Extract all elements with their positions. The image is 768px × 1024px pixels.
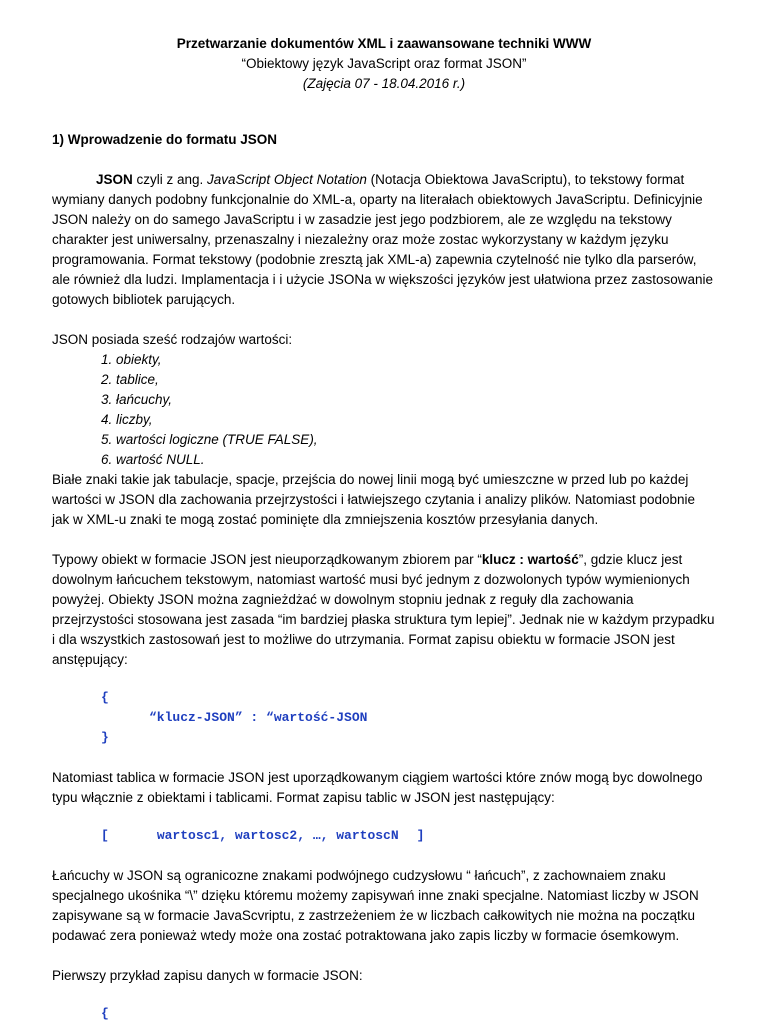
code-example (52, 1004, 716, 1024)
whitespace-paragraph: Białe znaki takie jak tabulacje, spacje, przejścia do nowej linii mogą być umieszczne w przed lub po każdej wartości w JSON dla zachowania przejrzystości i łatwiejszego czytania i analizy plików. Natomiast podobnie jak w XML-u znaki te mogą zostać pominięte dla zmniejszenia kosztów przesyłania danych. (52, 472, 696, 527)
object-text-b: ”, gdzie klucz jest dowolnym łańcuchem tekstowym, natomiast wartość musi być jednym z dozwolonych typów wymienionych powyżej. Obiekty JSON można zagnieżdżać w dowolnym stopniu jednak z reguły dla zachowania przejrzystości stosowana jest zasada “im bardziej płaska struktura tym lepiej”. Jednak nie w każdym przypadku i dla wszystkich zastosowań jest to możliwe do utrzymania. Format zapisu obiektu w formacie JSON jest anstępujący: (52, 552, 715, 667)
list-item: 3. łańcuchy, (101, 392, 173, 407)
intro-paragraph (52, 170, 716, 310)
list-item: 6. wartość NULL. (101, 452, 205, 467)
list-item: 4. liczby, (101, 412, 153, 427)
code-open-brace: { (101, 690, 109, 705)
json-term: JSON (96, 172, 133, 187)
document-header (52, 34, 716, 94)
array-paragraph: Natomiast tablica w formacie JSON jest uporządkowanym ciągiem wartości które znów mogą byc dowolnego typu włącznie z obiektami i tablicami. Format zapisu tablic w JSON jest następujący: (52, 770, 703, 805)
document-page (52, 34, 716, 1024)
intro-text-b: (Notacja Obiektowa JavaScriptu), to tekstowy format wymiany danych podobny funkcjonalnie do XML-a, oparty na literałach obiektowych JavaScriptu. Definicyjnie JSON należy on do samego JavaScriptu i w zasadzie jest jego podzbiorem, ale ze względu na tekstowy charakter jest uniwersalny, przenaszalny i niezależny oraz może zostac wykorzystany w każdym języku programowania. Format tekstowy (podobnie zresztą jak XML-a) zapewnia czytelność nie tylko dla parserów, ale również dla ludzi. Implamentacja i i użycie JSONa w większości języków jest ułatwiona przez zastosowanie gotowych bibliotek parujących. (52, 172, 714, 307)
list-item: 2. tablice, (101, 372, 159, 387)
value-types-intro: JSON posiada sześć rodzajów wartości: (52, 332, 293, 347)
code-example-open-brace: { (101, 1006, 109, 1021)
section-heading: 1) Wprowadzenie do formatu JSON (52, 132, 278, 147)
code-object-format (52, 688, 716, 748)
json-expansion: JavaScript Object Notation (207, 172, 367, 187)
list-item: 5. wartości logiczne (TRUE FALSE), (101, 432, 318, 447)
example-heading: Pierwszy przykład zapisu danych w formacie JSON: (52, 968, 363, 983)
code-array-values: wartosc1, wartosc2, …, wartoscN (156, 828, 399, 843)
key-value-term: klucz : wartość (481, 552, 579, 567)
document-date: (Zajęcia 07 - 18.04.2016 r.) (302, 76, 466, 91)
object-paragraph (52, 550, 716, 670)
code-array-open: [ (101, 828, 109, 843)
intro-text-a: czyli z ang. (132, 172, 208, 187)
value-types-list (52, 350, 716, 470)
code-array-close: ] (416, 828, 425, 843)
object-text-a: Typowy obiekt w formacie JSON jest nieuporządkowanym zbiorem par “ (52, 552, 482, 567)
code-close-brace: } (101, 730, 109, 745)
list-item: 1. obiekty, (101, 352, 162, 367)
code-key-value-line: “klucz-JSON” : “wartość-JSON (149, 710, 368, 725)
strings-paragraph: Łańcuchy w JSON są ogranicozne znakami podwójnego cudzysłowu “ łańcuch”, z zachownaiem znaku specjalnego ukośnika “\” dzięku któremu możemy zapisywań inne znaki specjalne. Natomiast liczby w JSON zapisywane są w formacie JavaScvriptu, z zastrzeżeniem że w liczbach całkowitych nie można na początku podawać zera ponieważ wtedy może ona zostać potraktowana jako zapis liczby w formacie ósemkowym. (52, 868, 699, 943)
document-subtitle: “Obiektowy język JavaScript oraz format JSON” (241, 56, 527, 71)
document-title: Przetwarzanie dokumentów XML i zaawansowane techniki WWW (176, 36, 592, 51)
code-array-format (52, 826, 716, 846)
